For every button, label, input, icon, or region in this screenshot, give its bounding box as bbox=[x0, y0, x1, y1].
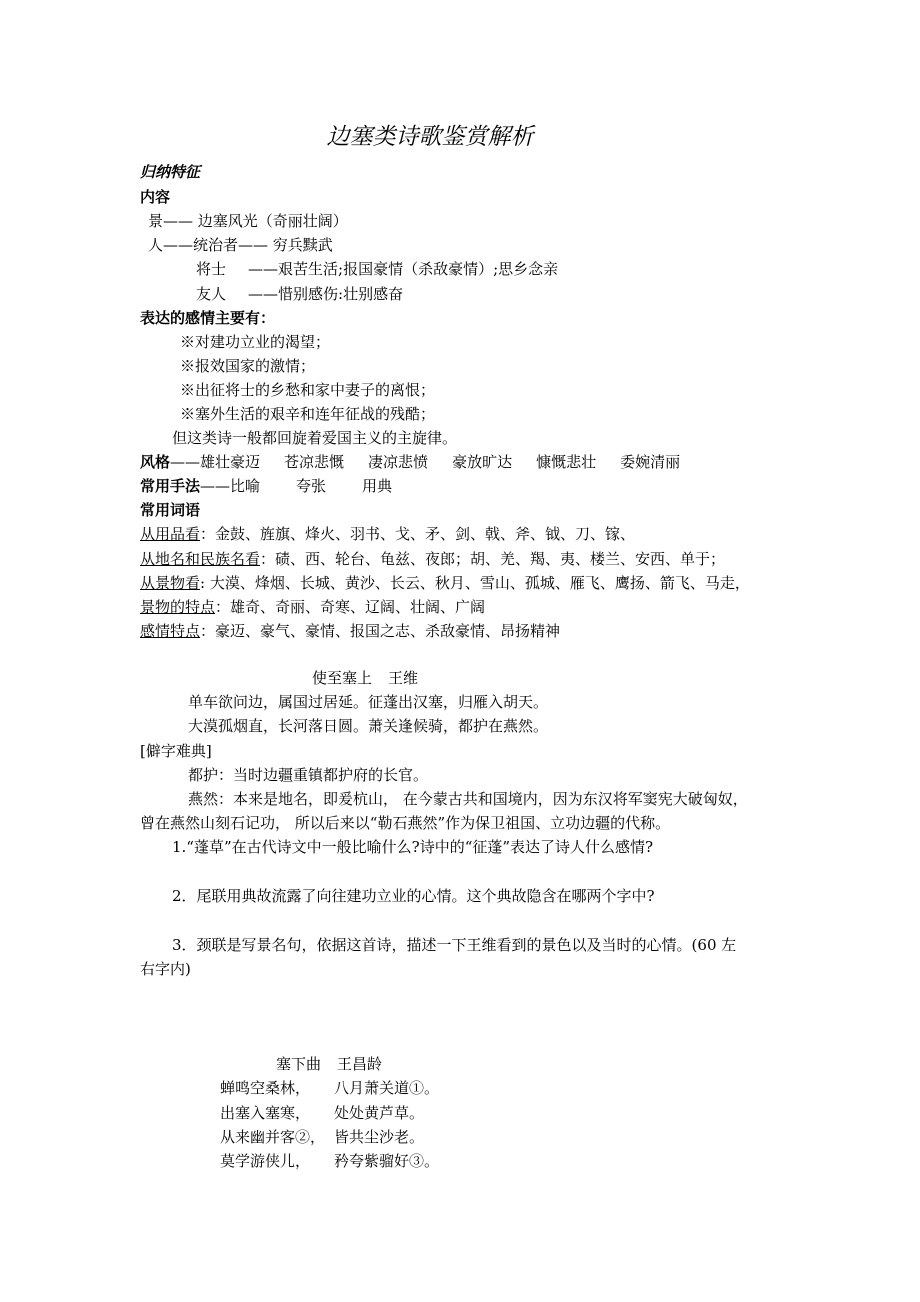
poem2-verse-a: 莫学游侠儿， bbox=[220, 1152, 311, 1170]
generals-text: ——艰苦生活;报国豪情（杀敌豪情）;思乡念亲 bbox=[248, 260, 559, 278]
generals-label: 将士 bbox=[196, 260, 227, 278]
word-row-text: ：金鼓、旌旗、烽火、羽书、戈、矛、剑、戟、斧、钺、刀、镓、 bbox=[200, 525, 636, 543]
poem1-author: 王维 bbox=[388, 669, 419, 687]
style-item: 慷慨悲壮 bbox=[536, 453, 597, 471]
poem2-verse bbox=[220, 1078, 439, 1098]
emotion-item: ※对建功立业的渴望； bbox=[180, 333, 331, 351]
emotion-note: 但这类诗一般都回旋着爱国主义的主旋律。 bbox=[172, 429, 458, 447]
poem2-author: 王昌龄 bbox=[337, 1055, 383, 1073]
words-heading: 常用词语 bbox=[140, 501, 201, 519]
word-row bbox=[140, 524, 635, 544]
poem2-verse-b: 八月萧关道①。 bbox=[334, 1079, 440, 1097]
friends-label: 友人 bbox=[196, 285, 227, 303]
people-line: 人——统治者—— 穷兵黩武 bbox=[148, 236, 333, 254]
style-item: 雄壮豪迈 bbox=[200, 453, 261, 471]
word-row-text: ：雄奇、奇丽、奇寒、辽阔、壮阔、广阔 bbox=[215, 598, 486, 616]
technique-label: 常用手法 bbox=[140, 477, 201, 495]
friends-text: ——惜别感伤:壮别感奋 bbox=[248, 285, 404, 303]
technique-item: 比喻 bbox=[230, 477, 261, 495]
poem2-verse-b: 皆共尘沙老。 bbox=[334, 1128, 425, 1146]
poem2-verse-a: 蝉鸣空桑林， bbox=[220, 1079, 311, 1097]
emotion-item: ※出征将士的乡愁和家中妻子的离恨； bbox=[180, 381, 436, 399]
poem1-verse: 单车欲问边，属国过居延。征蓬出汉塞，归雁入胡天。 bbox=[188, 693, 549, 711]
technique-item: 夸张 bbox=[296, 477, 327, 495]
style-item: 豪放旷达 bbox=[452, 453, 513, 471]
poem1-title-line bbox=[312, 668, 418, 688]
notes-heading: [僻字难典] bbox=[140, 742, 212, 760]
summary-heading: 归纳特征 bbox=[140, 163, 201, 181]
poem2-verse-a: 出塞入塞寒， bbox=[220, 1104, 311, 1122]
technique-dash: —— bbox=[200, 477, 231, 495]
generals-line bbox=[196, 259, 558, 279]
poem1-title: 使至塞上 bbox=[312, 669, 373, 687]
technique-line bbox=[140, 476, 392, 496]
question-1: 1.“蓬草”在古代诗文中一般比喻什么?诗中的“征蓬”表达了诗人什么感情? bbox=[172, 838, 654, 856]
word-row-label: 从用品看 bbox=[140, 525, 201, 543]
note-duhu: 都护：当时边疆重镇都护府的长官。 bbox=[188, 766, 429, 784]
word-row bbox=[140, 621, 560, 641]
poem2-verse bbox=[220, 1103, 424, 1123]
word-row bbox=[140, 597, 485, 617]
poem2-verse bbox=[220, 1151, 439, 1171]
page-title: 边塞类诗歌鉴赏解析 bbox=[326, 124, 534, 150]
style-item: 委婉清丽 bbox=[620, 453, 681, 471]
style-label: 风格 bbox=[140, 453, 171, 471]
style-dash: —— bbox=[170, 453, 201, 471]
style-line bbox=[140, 452, 680, 472]
word-row bbox=[140, 573, 750, 593]
poem2-verse-b: 处处黄芦草。 bbox=[334, 1104, 425, 1122]
poem2-verse-b: 矜夸紫骝好③。 bbox=[334, 1152, 440, 1170]
style-item: 凄凉悲愤 bbox=[368, 453, 429, 471]
question-3: 3．颈联是写景名句，依据这首诗，描述一下王维看到的景色以及当时的心情。(60 左 bbox=[172, 936, 737, 954]
scene-line: 景—— 边塞风光（奇丽壮阔） bbox=[148, 212, 348, 230]
word-row-text: ：豪迈、豪气、豪情、报国之志、杀敌豪情、昂扬精神 bbox=[200, 622, 561, 640]
content-heading: 内容 bbox=[140, 188, 171, 206]
question-2: 2．尾联用典故流露了向往建功立业的心情。这个典故隐含在哪两个字中? bbox=[172, 887, 655, 905]
word-row-label: 从景物看 bbox=[140, 574, 201, 592]
word-row-label: 景物的特点 bbox=[140, 598, 216, 616]
emotion-item: ※塞外生活的艰辛和连年征战的残酷； bbox=[180, 405, 436, 423]
poem1-verse: 大漠孤烟直，长河落日圆。萧关逢候骑，都护在燕然。 bbox=[188, 717, 549, 735]
emotion-item: ※报效国家的激情； bbox=[180, 357, 316, 375]
poem2-title: 塞下曲 bbox=[276, 1055, 322, 1073]
note-yanran-2: 曾在燕然山刻石记功， 所以后来以“勒石燕然”作为保卫祖国、立功边疆的代称。 bbox=[140, 814, 671, 832]
word-row-text: ：碛、西、轮台、龟兹、夜郎；胡、羌、羯、夷、楼兰、安西、单于； bbox=[260, 550, 726, 568]
emotion-heading: 表达的感情主要有： bbox=[140, 309, 276, 327]
word-row-label: 从地名和民族名看 bbox=[140, 550, 261, 568]
note-yanran-1: 燕然：本来是地名，即爰杭山， 在今蒙古共和国境内，因为东汉将军窦宪大破匈奴， bbox=[188, 790, 748, 808]
word-row-text: : 大漠、烽烟、长城、黄沙、长云、秋月、雪山、孤城、雁飞、鹰扬、箭飞、马走， bbox=[200, 574, 750, 592]
friends-line bbox=[196, 284, 403, 304]
word-row-label: 感情特点 bbox=[140, 622, 201, 640]
style-item: 苍凉悲慨 bbox=[284, 453, 345, 471]
poem2-title-line bbox=[276, 1054, 382, 1074]
technique-item: 用典 bbox=[362, 477, 393, 495]
poem2-verse bbox=[220, 1127, 424, 1147]
question-3-cont: 右字内) bbox=[140, 960, 191, 978]
word-row bbox=[140, 549, 725, 569]
poem2-verse-a: 从来幽并客②， bbox=[220, 1128, 326, 1146]
